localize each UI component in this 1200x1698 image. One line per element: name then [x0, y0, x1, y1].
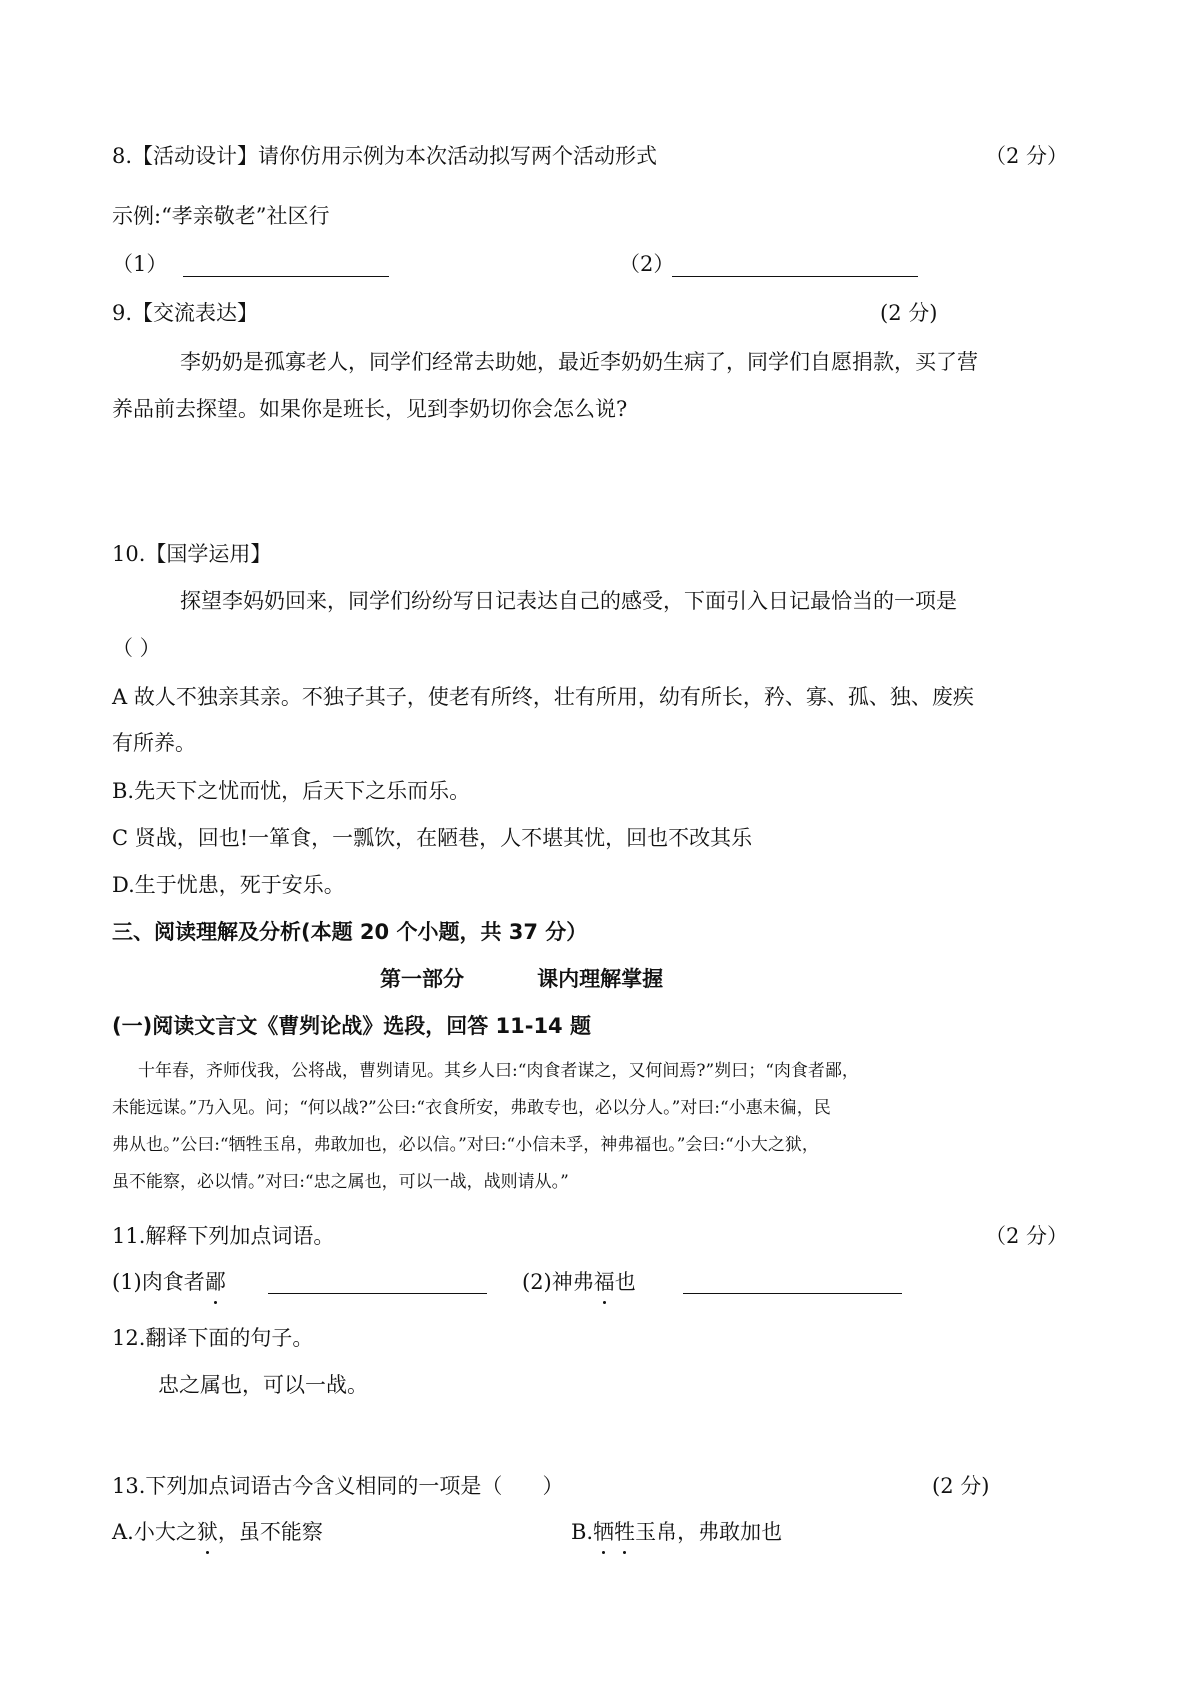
q8-blank1-label: （1） — [112, 252, 168, 276]
q11-item1 — [112, 1266, 226, 1298]
q11-item2-text: (2)神弗 — [522, 1270, 594, 1294]
q11-score: （2 分） — [985, 1224, 1069, 1248]
q8-score: （2 分） — [985, 144, 1069, 168]
q13-option-b-dotted-word-2: 牲 — [614, 1516, 635, 1548]
q11-title: 11.解释下列加点词语。 — [112, 1224, 335, 1248]
q11-item2-dotted-word: 福 — [594, 1266, 615, 1298]
q13-option-b — [571, 1516, 782, 1548]
q13-score: (2 分) — [932, 1474, 990, 1498]
q11-item1-dotted-word: 鄙 — [205, 1266, 226, 1298]
q9-title: 9.【交流表达】 — [112, 301, 259, 325]
q10-answer-paren[interactable]: （ ） — [112, 636, 161, 660]
q8-example: 示例:“孝亲敬老”社区行 — [112, 204, 330, 228]
q10-option-a-line1: A 故人不独亲其亲。不独子其子，使老有所终，壮有所用，幼有所长，矜、寡、孤、独、废疾 — [112, 685, 974, 709]
q10-title: 10.【国学运用】 — [112, 542, 272, 566]
q9-body-line1: 李奶奶是孤寡老人，同学们经常去助她，最近李奶奶生病了，同学们自愿捐款，买了营 — [180, 350, 978, 374]
q10-option-a-line2: 有所养。 — [112, 731, 196, 755]
subsection1-heading: (一)阅读文言文《曹刿论战》选段，回答 11-14 题 — [112, 1014, 591, 1038]
q13-option-b-suffix: 玉帛，弗敢加也 — [635, 1520, 783, 1544]
q13-option-a-suffix: ，虽不能察 — [217, 1520, 323, 1544]
q8-blank2-label: （2） — [619, 252, 675, 276]
q10-option-b: B.先天下之忧而忧，后天下之乐而乐。 — [112, 779, 471, 803]
q11-item2 — [522, 1266, 636, 1298]
q13-option-a-dotted-word: 狱 — [197, 1516, 218, 1548]
q13-option-a-text: A.小大之 — [112, 1520, 197, 1544]
q13-option-b-text: B. — [571, 1520, 594, 1544]
q10-option-c: C 贤战，回也!一箪食，一瓢饮，在陋巷，人不堪其忧，回也不改其乐 — [112, 826, 753, 850]
q11-answer-blank-2[interactable] — [683, 1293, 902, 1294]
passage-line-4: 虽不能察，必以情。”对曰:“忠之属也，可以一战，战则请从。” — [112, 1172, 569, 1192]
q13-option-b-dotted-word-1: 牺 — [593, 1516, 614, 1548]
q9-score: (2 分) — [880, 301, 938, 325]
q9-body-line2: 养品前去探望。如果你是班长，见到李奶切你会怎么说? — [112, 397, 628, 421]
q11-item1-text: (1)肉食者 — [112, 1270, 205, 1294]
passage-line-1: 十年春，齐师伐我，公将战，曹刿请见。其乡人曰:“肉食者谋之，又何间焉?”刿曰；“肉食者鄙， — [138, 1061, 859, 1081]
q12-sentence: 忠之属也，可以一战。 — [158, 1373, 368, 1397]
q8-answer-blank-2[interactable] — [672, 276, 918, 277]
passage-line-3: 弗从也。”公曰:“牺牲玉帛，弗敢加也，必以信。”对曰:“小信未孚，神弗福也。”会曰:“小大之狱， — [112, 1135, 819, 1155]
q10-option-d: D.生于忧患，死于安乐。 — [112, 873, 345, 897]
q13-option-a — [112, 1516, 323, 1548]
part1-heading: 第一部分 课内理解掌握 — [380, 967, 664, 991]
q8-answer-blank-1[interactable] — [183, 276, 389, 277]
passage-line-2: 未能远谋。”乃入见。问；“何以战?”公曰:“衣食所安，弗敢专也，必以分人。”对曰:“小惠未徧，民 — [112, 1098, 831, 1118]
section3-heading: 三、阅读理解及分析(本题 20 个小题，共 37 分） — [112, 920, 588, 944]
q12-title: 12.翻译下面的句子。 — [112, 1326, 314, 1350]
q13-title: 13.下列加点词语古今含义相同的一项是（ ） — [112, 1474, 564, 1498]
q11-answer-blank-1[interactable] — [268, 1293, 487, 1294]
q11-item2-suffix: 也 — [614, 1270, 636, 1294]
q10-body-line1: 探望李妈奶回来，同学们纷纷写日记表达自己的感受，下面引入日记最恰当的一项是 — [180, 589, 957, 613]
q8-title: 8.【活动设计】请你仿用示例为本次活动拟写两个活动形式 — [112, 144, 658, 168]
